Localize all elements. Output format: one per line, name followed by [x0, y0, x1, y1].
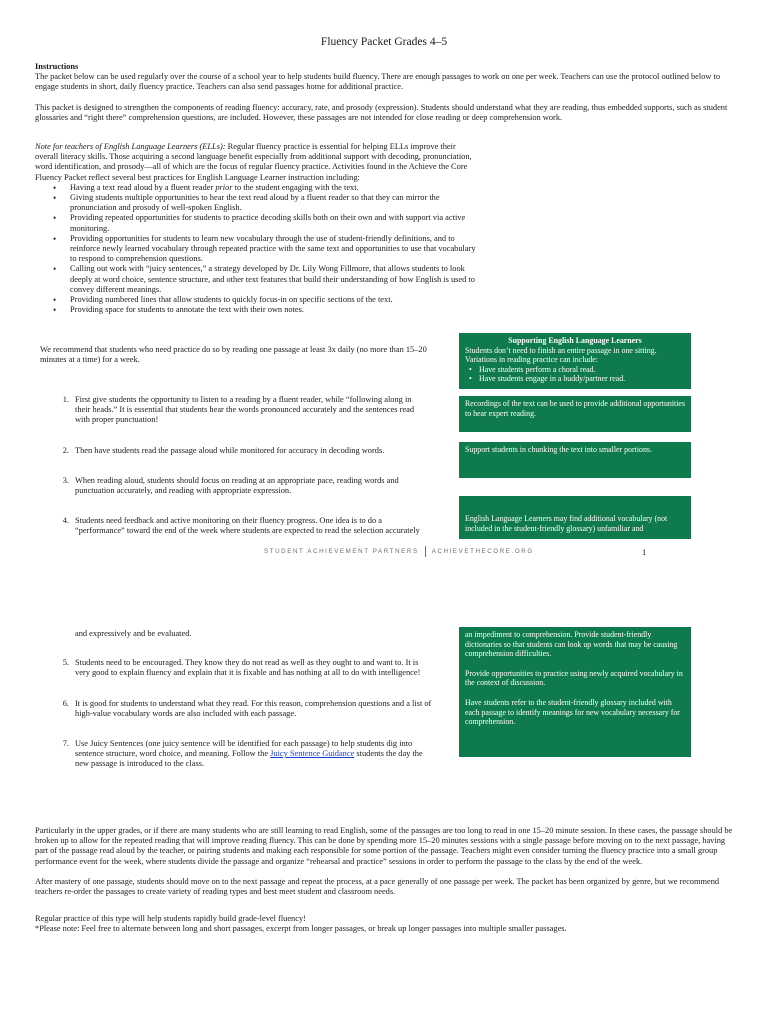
- list-item: • Providing repeated opportunities for students to practice decoding skills both on their own and with support via active monitoring.: [35, 213, 477, 233]
- step-number: 5.: [62, 658, 69, 667]
- list-item: • Have students perform a choral read.: [465, 365, 685, 375]
- list-item: • Providing space for students to annotate the text with their own notes.: [35, 305, 477, 315]
- recommendation-text: We recommend that students who need practice do so by reading one passage at least 3x daily (no more than 15–20 minutes at a time) for a week.: [40, 345, 427, 365]
- step-number: 3.: [62, 476, 69, 485]
- long-passages-paragraph: Particularly in the upper grades, or if there are many students who are still learning to read English, some of the passages are too long to read in one 15–20 minute session. In these cases, the passage should be broken up to allow for the repeated reading that will improve reading fluency. This can be done by spending more 15–20 minutes sessions with a single passage before moving on to the next passage, having part of the passage read aloud by the teacher, or pairing students and making each responsible for some portion of the passage. Teachers might even consider turning the fluency practice into a small group performance event for the week, where students divide the passage and organize “rehearsal and practice” sessions in order to perform the passage to the class by the end of the week.: [35, 826, 733, 866]
- list-item: • Have students engage in a buddy/partner read.: [465, 374, 685, 384]
- instructions-section: [35, 62, 735, 123]
- step-number: 7.: [62, 739, 69, 748]
- step-text: First give students the opportunity to listen to a reading by a fluent reader, while “following along in their heads.” It is essential that students hear the words pronounced accurately and the sentences read with proper punctuation!: [75, 395, 415, 425]
- step-text: It is good for students to understand what they read. For this reason, comprehension questions and a list of high-value vocabulary words are also included with each passage.: [75, 699, 432, 719]
- closing-note: *Please note: Feel free to alternate between long and short passages, excerpt from longer passages, or break up longer passages into multiple smaller passages.: [35, 924, 567, 934]
- ell-note-italic-lead: Note for teachers of English Language Learners (ELLs):: [35, 142, 226, 151]
- step-text: Students need feedback and active monitoring on their fluency progress. One idea is to do a “performance” toward the end of the week where students are expected to read the selection accurately: [75, 516, 420, 536]
- mastery-paragraph: After mastery of one passage, students should move on to the next passage and repeat the process, at a pace generally of one passage per week. The packet has been organized by genre, but we recommend teachers re-order the passages to create variety of reading types and best meet student and classroom needs.: [35, 877, 720, 897]
- step-number: 2.: [62, 446, 69, 455]
- recordings-tip-box: Recordings of the text can be used to provide additional opportunities to hear expert reading.: [459, 396, 691, 432]
- ell-support-list: [465, 365, 685, 384]
- glossary-tip: Have students refer to the student-friendly glossary included with each passage to identify meanings for new vocabulary necessary for comprehension.: [465, 697, 680, 727]
- step-text: Students need to be encouraged. They know they do not read as well as they ought to and want to. It is very good to explain fluency and explain that it is fixable and has nothing at all to do with intelligence!: [75, 658, 421, 678]
- closing-statement: Regular practice of this type will help students rapidly build grade-level fluency!: [35, 914, 306, 923]
- ell-note-paragraph: [35, 142, 477, 183]
- footer-divider: [425, 546, 426, 557]
- ell-support-heading: Supporting English Language Learners: [508, 336, 642, 345]
- page-footer: [264, 546, 534, 557]
- step-number: 6.: [62, 699, 69, 708]
- closing-section: [35, 914, 735, 934]
- ell-note-section: [35, 142, 477, 315]
- step-text: Use Juicy Sentences (one juicy sentence will be identified for each passage) to help students dig into sentence structure, word choice, and meaning. Follow the Juicy Sentence Guidance students the day the new passage is introduced to the class.: [75, 739, 423, 769]
- discussion-tip: Provide opportunities to practice using newly acquired vocabulary in the context of discussion.: [465, 668, 683, 688]
- ell-note-text: Regular fluency practice is essential for helping ELLs improve their overall literacy skills. Those acquiring a second language benefit especially from additional support with decoding, pronunciation, word identification, and prosody—all of which are the focus of regular fluency practice. Activities found in the Achieve the Core Fluency Packet reflect several best practices for English Language Learner instruction including:: [35, 142, 472, 182]
- instructions-paragraph-2: This packet is designed to strengthen the components of reading fluency: accuracy, rate, and prosody (expression). Students should understand what they are reading, thus embedded supports, such as student glossaries and “right there” comprehension questions, are included. However, these passages are not intended for close reading or deep comprehension work.: [35, 102, 728, 122]
- chunking-tip-box: Support students in chunking the text into smaller portions.: [459, 442, 691, 478]
- instructions-heading: Instructions: [35, 62, 79, 71]
- step-4-continuation: and expressively and be evaluated.: [75, 629, 192, 638]
- step-number: 4.: [62, 516, 69, 525]
- step-text: Then have students read the passage aloud while monitored for accuracy in decoding words.: [75, 446, 385, 455]
- ell-practices-list: [35, 183, 477, 316]
- list-item: • Giving students multiple opportunities to hear the text read aloud by a fluent reader so that they can mirror the pronunciation and prosody of well-spoken English.: [35, 193, 477, 213]
- footer-org: STUDENT ACHIEVEMENT PARTNERS: [264, 548, 419, 556]
- ell-support-box: [459, 333, 691, 389]
- vocabulary-tip-box: English Language Learners may find additional vocabulary (not included in the student-friendly glossary) unfamiliar and: [459, 496, 691, 539]
- list-item: • Providing numbered lines that allow students to quickly focus-in on specific sections of the text.: [35, 295, 477, 305]
- document-title: Fluency Packet Grades 4–5: [320, 36, 448, 48]
- list-item: • Having a text read aloud by a fluent reader prior to the student engaging with the text.: [35, 183, 477, 193]
- list-item: • Calling out work with “juicy sentences,” a strategy developed by Dr. Lily Wong Fillmore, that allows students to look deeply at word choice, sentence structure, and other text features that build their understanding of how English is used to convey different meanings.: [35, 264, 477, 295]
- step-number: 1.: [62, 395, 69, 404]
- ell-support-intro: Students don’t need to finish an entire passage in one sitting. Variations in reading practice can include:: [465, 345, 657, 365]
- step-text: When reading aloud, students should focus on reading at an appropriate pace, reading words and punctuation accurately, and reading with appropriate expression.: [75, 476, 399, 496]
- list-item: • Providing opportunities for students to learn new vocabulary through the use of student-friendly definitions, and to reinforce newly learned vocabulary through repeated practice with the same text and opportunities to use that vocabulary to respond to comprehension questions.: [35, 234, 477, 265]
- footer-url: ACHIEVETHECORE.ORG: [431, 548, 534, 556]
- juicy-sentence-guidance-link[interactable]: Juicy Sentence Guidance: [270, 749, 355, 759]
- dictionary-tip: an impediment to comprehension. Provide student-friendly dictionaries so that students can look up words that may be causing comprehension difficulties.: [465, 630, 678, 659]
- instructions-paragraph-1: The packet below can be used regularly over the course of a school year to help students build fluency. There are enough passages to work on one per week. Teachers can use the protocol outlined below to engage students in short, daily fluency practice. Teachers can also send passages home for additional practice.: [35, 72, 721, 92]
- page-number: 1: [642, 548, 647, 557]
- vocabulary-support-box: [459, 627, 691, 757]
